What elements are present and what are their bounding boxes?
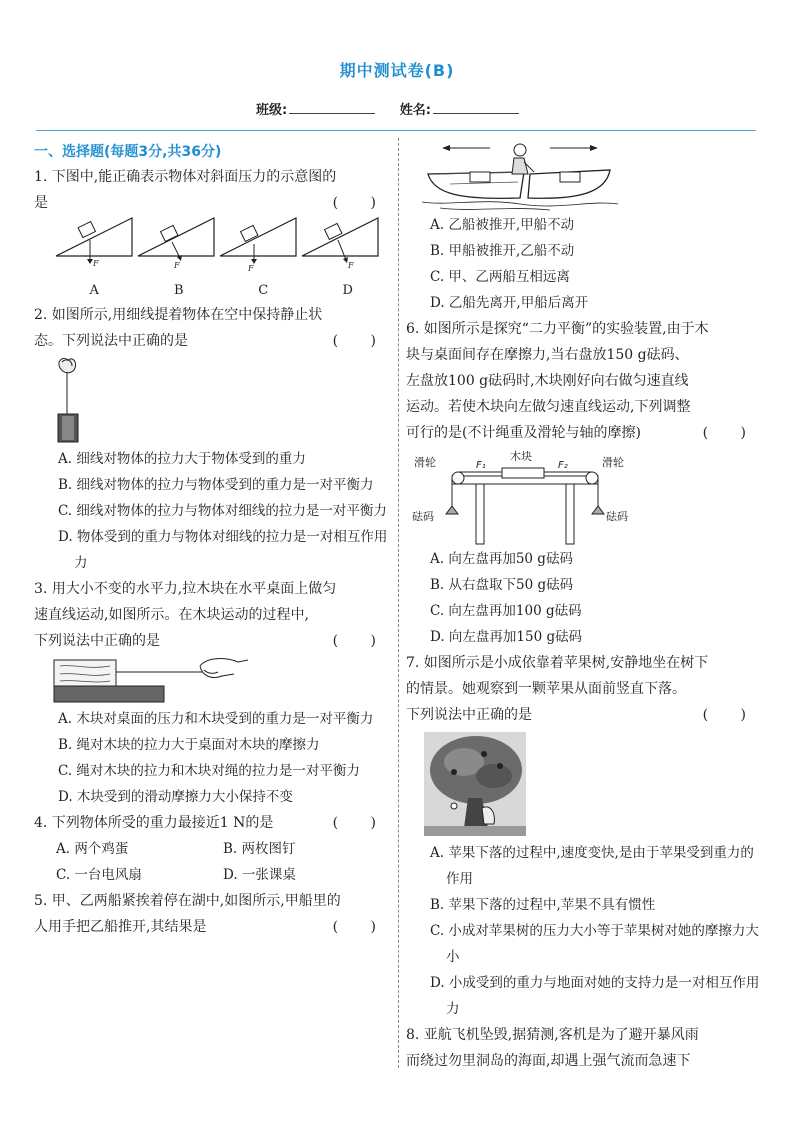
q4-option-d[interactable]: D. 一张课桌 bbox=[223, 867, 296, 883]
q7-option-c[interactable]: C. 小成对苹果树的压力大小等于苹果树对她的摩擦力大小 bbox=[430, 923, 759, 965]
incline-c bbox=[220, 218, 296, 273]
column-divider bbox=[398, 138, 399, 1068]
class-field[interactable] bbox=[289, 101, 375, 114]
q5-option-a[interactable]: A. 乙船被推开,甲船不动 bbox=[430, 217, 575, 233]
incline-d bbox=[302, 218, 378, 270]
q6-option-d[interactable]: D. 向左盘再加150 g砝码 bbox=[430, 629, 583, 645]
q8-stem-a: 8. 亚航飞机坠毁,据猜测,客机是为了避开暴风雨 bbox=[406, 1027, 699, 1043]
q3-stem-c: 下列说法中正确的是 bbox=[34, 633, 160, 649]
question-8 bbox=[406, 1022, 760, 1074]
q2-option-a[interactable]: A. 细线对物体的拉力大于物体受到的重力 bbox=[58, 451, 306, 467]
weight-label-right: 砝码 bbox=[606, 510, 628, 523]
page-title: 期中测试卷(B) bbox=[339, 61, 455, 80]
option-label-c: C bbox=[258, 283, 269, 298]
incline-b bbox=[138, 218, 214, 270]
option-label-b: B bbox=[173, 283, 184, 298]
force-label: F bbox=[348, 261, 354, 270]
class-label: 班级: bbox=[256, 103, 288, 118]
section-title: 一、选择题(每题3分,共36分) bbox=[34, 144, 222, 160]
q5-stem-a: 5. 甲、乙两船紧挨着停在湖中,如图所示,甲船里的 bbox=[34, 893, 341, 909]
q4-stem: 4. 下列物体所受的重力最接近1 N的是 bbox=[34, 815, 274, 831]
q3-option-d[interactable]: D. 木块受到的滑动摩擦力大小保持不变 bbox=[58, 789, 293, 805]
q6-option-b[interactable]: B. 从右盘取下50 g砝码 bbox=[430, 577, 574, 593]
q2-option-c[interactable]: C. 细线对物体的拉力与物体对细线的拉力是一对平衡力 bbox=[58, 503, 387, 519]
q3-option-a[interactable]: A. 木块对桌面的压力和木块受到的重力是一对平衡力 bbox=[58, 711, 374, 727]
weight-label-left: 砝码 bbox=[412, 510, 434, 523]
name-bar bbox=[256, 99, 539, 118]
q4-option-b[interactable]: B. 两枚图钉 bbox=[223, 841, 296, 857]
q4-option-a[interactable]: A. 两个鸡蛋 bbox=[56, 841, 129, 857]
q6-figure bbox=[406, 446, 760, 546]
f2-label: F₂ bbox=[558, 460, 568, 471]
q5-option-b[interactable]: B. 甲船被推开,乙船不动 bbox=[430, 243, 575, 259]
q5-option-d[interactable]: D. 乙船先离开,甲船后离开 bbox=[430, 295, 589, 311]
q7-stem-b: 的情景。她观察到一颗苹果从面前竖直下落。 bbox=[406, 681, 686, 697]
q1-stem-a: 1. 下图中,能正确表示物体对斜面压力的示意图的 bbox=[34, 169, 337, 185]
q7-stem-a: 7. 如图所示是小成依靠着苹果树,安静地坐在树下 bbox=[406, 655, 709, 671]
q6-stem-e: 可行的是(不计绳重及滑轮与轴的摩擦) bbox=[406, 425, 641, 441]
q6-stem-c: 左盘放100 g砝码时,木块刚好向右做匀速直线 bbox=[406, 373, 689, 389]
block-label: 木块 bbox=[510, 450, 532, 463]
q6-option-a[interactable]: A. 向左盘再加50 g砝码 bbox=[430, 551, 573, 567]
q6-stem-a: 6. 如图所示是探究“二力平衡”的实验装置,由于木 bbox=[406, 321, 709, 337]
q2-option-b[interactable]: B. 细线对物体的拉力与物体受到的重力是一对平衡力 bbox=[58, 477, 374, 493]
q3-figure bbox=[34, 654, 390, 706]
q8-stem-b: 而绕过勿里洞岛的海面,却遇上强气流而急速下 bbox=[406, 1053, 691, 1069]
pulley-label-left: 滑轮 bbox=[414, 456, 436, 469]
q1-figure bbox=[34, 216, 390, 280]
name-field[interactable] bbox=[433, 101, 519, 114]
q3-option-c[interactable]: C. 绳对木块的拉力和木块对绳的拉力是一对平衡力 bbox=[58, 763, 360, 779]
q7-option-d[interactable]: D. 小成受到的重力与地面对她的支持力是一对相互作用力 bbox=[430, 975, 760, 1017]
question-1 bbox=[34, 164, 390, 302]
q2-option-d[interactable]: D. 物体受到的重力与物体对细线的拉力是一对相互作用力 bbox=[58, 529, 388, 571]
q2-stem-a: 2. 如图所示,用细线提着物体在空中保持静止状 bbox=[34, 307, 323, 323]
q3-option-b[interactable]: B. 绳对木块的拉力大于桌面对木块的摩擦力 bbox=[58, 737, 320, 753]
q5-option-c[interactable]: C. 甲、乙两船互相远离 bbox=[430, 269, 570, 285]
q7-option-b[interactable]: B. 苹果下落的过程中,苹果不具有惯性 bbox=[430, 897, 656, 913]
pulley-label-right: 滑轮 bbox=[602, 456, 624, 469]
question-7 bbox=[406, 650, 760, 1022]
q7-option-a[interactable]: A. 苹果下落的过程中,速度变快,是由于苹果受到重力的作用 bbox=[430, 845, 754, 887]
q2-stem-b: 态。下列说法中正确的是 bbox=[34, 333, 188, 349]
option-label-a: A bbox=[89, 283, 99, 298]
incline-a bbox=[56, 218, 132, 268]
q2-figure bbox=[34, 354, 390, 446]
q5-stem-b: 人用手把乙船推开,其结果是 bbox=[34, 919, 207, 935]
answer-paren[interactable]: ( ) bbox=[702, 425, 760, 441]
q6-option-c[interactable]: C. 向左盘再加100 g砝码 bbox=[430, 603, 582, 619]
option-label-d: D bbox=[342, 283, 353, 298]
q7-stem-c: 下列说法中正确的是 bbox=[406, 707, 532, 723]
f1-label: F₁ bbox=[476, 460, 486, 471]
question-2 bbox=[34, 302, 390, 576]
header-divider bbox=[36, 130, 756, 131]
answer-paren[interactable]: ( ) bbox=[332, 333, 390, 349]
question-4 bbox=[34, 810, 390, 888]
force-label: F bbox=[174, 261, 180, 270]
q7-figure bbox=[424, 732, 760, 836]
q1-stem-b: 是 bbox=[34, 195, 48, 211]
question-6 bbox=[406, 316, 760, 650]
q5-figure bbox=[420, 140, 760, 212]
question-3 bbox=[34, 576, 390, 810]
question-5 bbox=[34, 888, 390, 940]
q3-stem-b: 速直线运动,如图所示。在木块运动的过程中, bbox=[34, 607, 309, 623]
name-label: 姓名: bbox=[399, 103, 431, 118]
q6-stem-b: 块与桌面间存在摩擦力,当右盘放150 g砝码、 bbox=[406, 347, 689, 363]
answer-paren[interactable]: ( ) bbox=[332, 195, 390, 211]
q3-stem-a: 3. 用大小不变的水平力,拉木块在水平桌面上做匀 bbox=[34, 581, 337, 597]
answer-paren[interactable]: ( ) bbox=[332, 633, 390, 649]
force-label: F bbox=[93, 259, 99, 268]
answer-paren[interactable]: ( ) bbox=[332, 919, 390, 935]
answer-paren[interactable]: ( ) bbox=[702, 707, 760, 723]
answer-paren[interactable]: ( ) bbox=[332, 815, 390, 831]
force-label: F bbox=[248, 264, 254, 273]
left-column bbox=[34, 140, 390, 940]
right-column bbox=[406, 140, 760, 1074]
q6-stem-d: 运动。若使木块向左做匀速直线运动,下列调整 bbox=[406, 399, 691, 415]
q4-option-c[interactable]: C. 一台电风扇 bbox=[56, 867, 142, 883]
